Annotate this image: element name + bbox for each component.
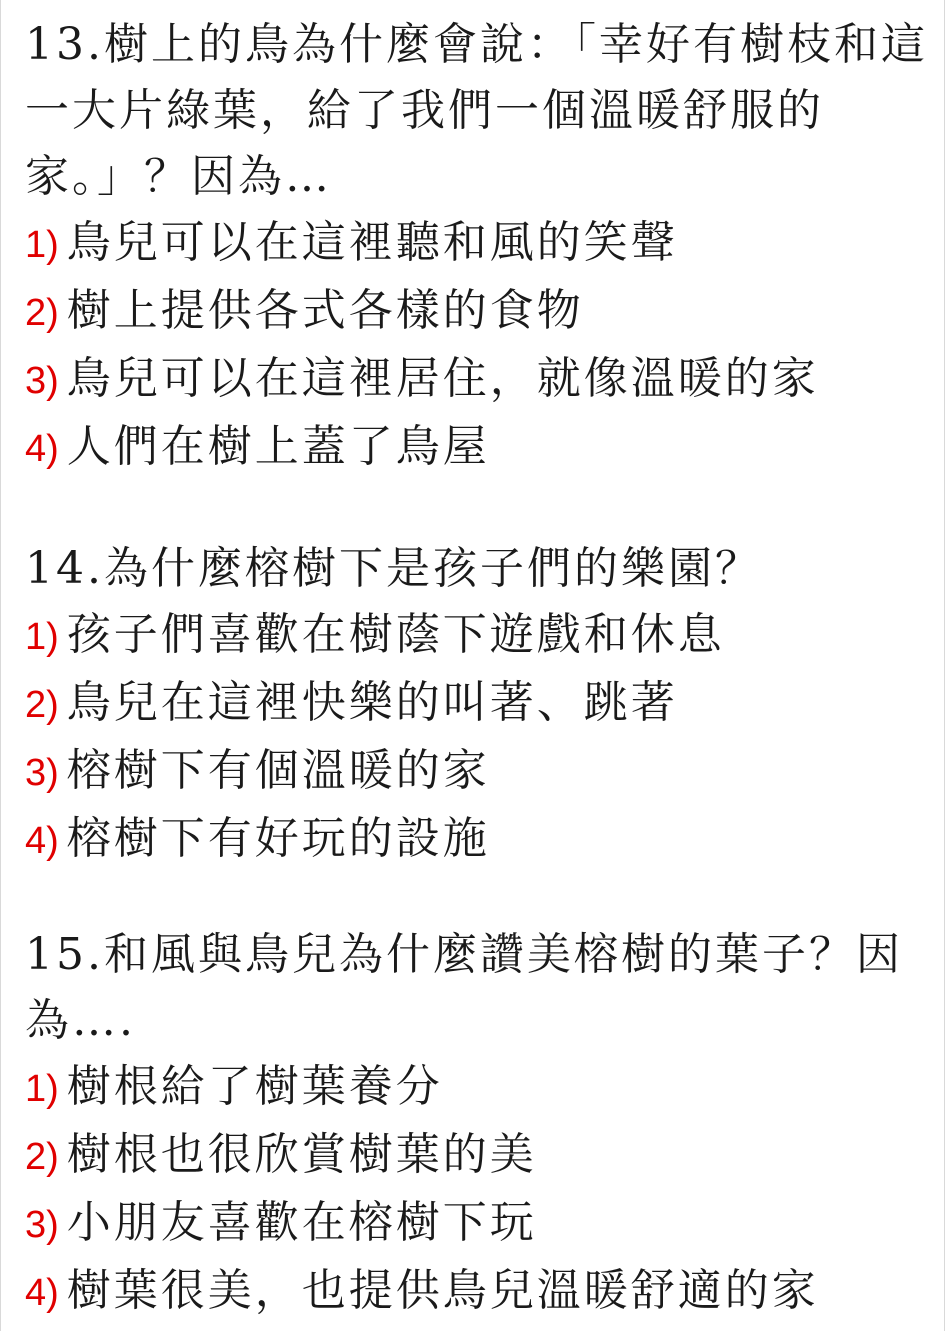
option-text: 樹葉很美，也提供鳥兒溫暖舒適的家 (66, 1265, 819, 1316)
option-2[interactable] (25, 278, 930, 346)
option-text: 榕樹下有好玩的設施 (66, 813, 490, 864)
question-text: 15.和風與鳥兒為什麼讚美榕樹的葉子？因為…. (25, 929, 903, 1046)
option-4[interactable] (25, 806, 930, 874)
question-13 (25, 12, 930, 482)
option-3[interactable] (25, 738, 930, 806)
option-text: 樹根給了樹葉養分 (66, 1061, 443, 1112)
option-text: 樹上提供各式各樣的食物 (66, 285, 584, 336)
option-number: 4) (25, 428, 59, 470)
option-text: 人們在樹上蓋了鳥屋 (66, 421, 490, 472)
question-14 (25, 536, 930, 874)
option-4[interactable] (25, 414, 930, 482)
option-1[interactable] (25, 210, 930, 278)
option-number: 3) (25, 1204, 59, 1246)
option-number: 2) (25, 684, 59, 726)
question-15 (25, 922, 930, 1326)
option-number: 4) (25, 820, 59, 862)
option-number: 3) (25, 752, 59, 794)
option-number: 4) (25, 1272, 59, 1314)
option-text: 孩子們喜歡在樹蔭下遊戲和休息 (66, 609, 725, 660)
option-text: 鳥兒可以在這裡居住，就像溫暖的家 (66, 353, 819, 404)
option-number: 1) (25, 616, 59, 658)
option-1[interactable] (25, 1054, 930, 1122)
question-text: 13.樹上的鳥為什麼會說：「幸好有樹枝和這一大片綠葉，給了我們一個溫暖舒服的家。」？因為… (25, 19, 928, 202)
option-2[interactable] (25, 1122, 930, 1190)
option-number: 2) (25, 1136, 59, 1178)
option-text: 小朋友喜歡在榕樹下玩 (66, 1197, 537, 1248)
option-text: 樹根也很欣賞樹葉的美 (66, 1129, 537, 1180)
question-text: 14.為什麼榕樹下是孩子們的樂園？ (25, 543, 762, 594)
option-number: 1) (25, 1068, 59, 1110)
option-2[interactable] (25, 670, 930, 738)
option-text: 鳥兒在這裡快樂的叫著、跳著 (66, 677, 678, 728)
option-3[interactable] (25, 1190, 930, 1258)
option-text: 鳥兒可以在這裡聽和風的笑聲 (66, 217, 678, 268)
option-text: 榕樹下有個溫暖的家 (66, 745, 490, 796)
option-number: 3) (25, 360, 59, 402)
option-1[interactable] (25, 602, 930, 670)
option-number: 1) (25, 224, 59, 266)
option-3[interactable] (25, 346, 930, 414)
option-4[interactable] (25, 1258, 930, 1326)
option-number: 2) (25, 292, 59, 334)
